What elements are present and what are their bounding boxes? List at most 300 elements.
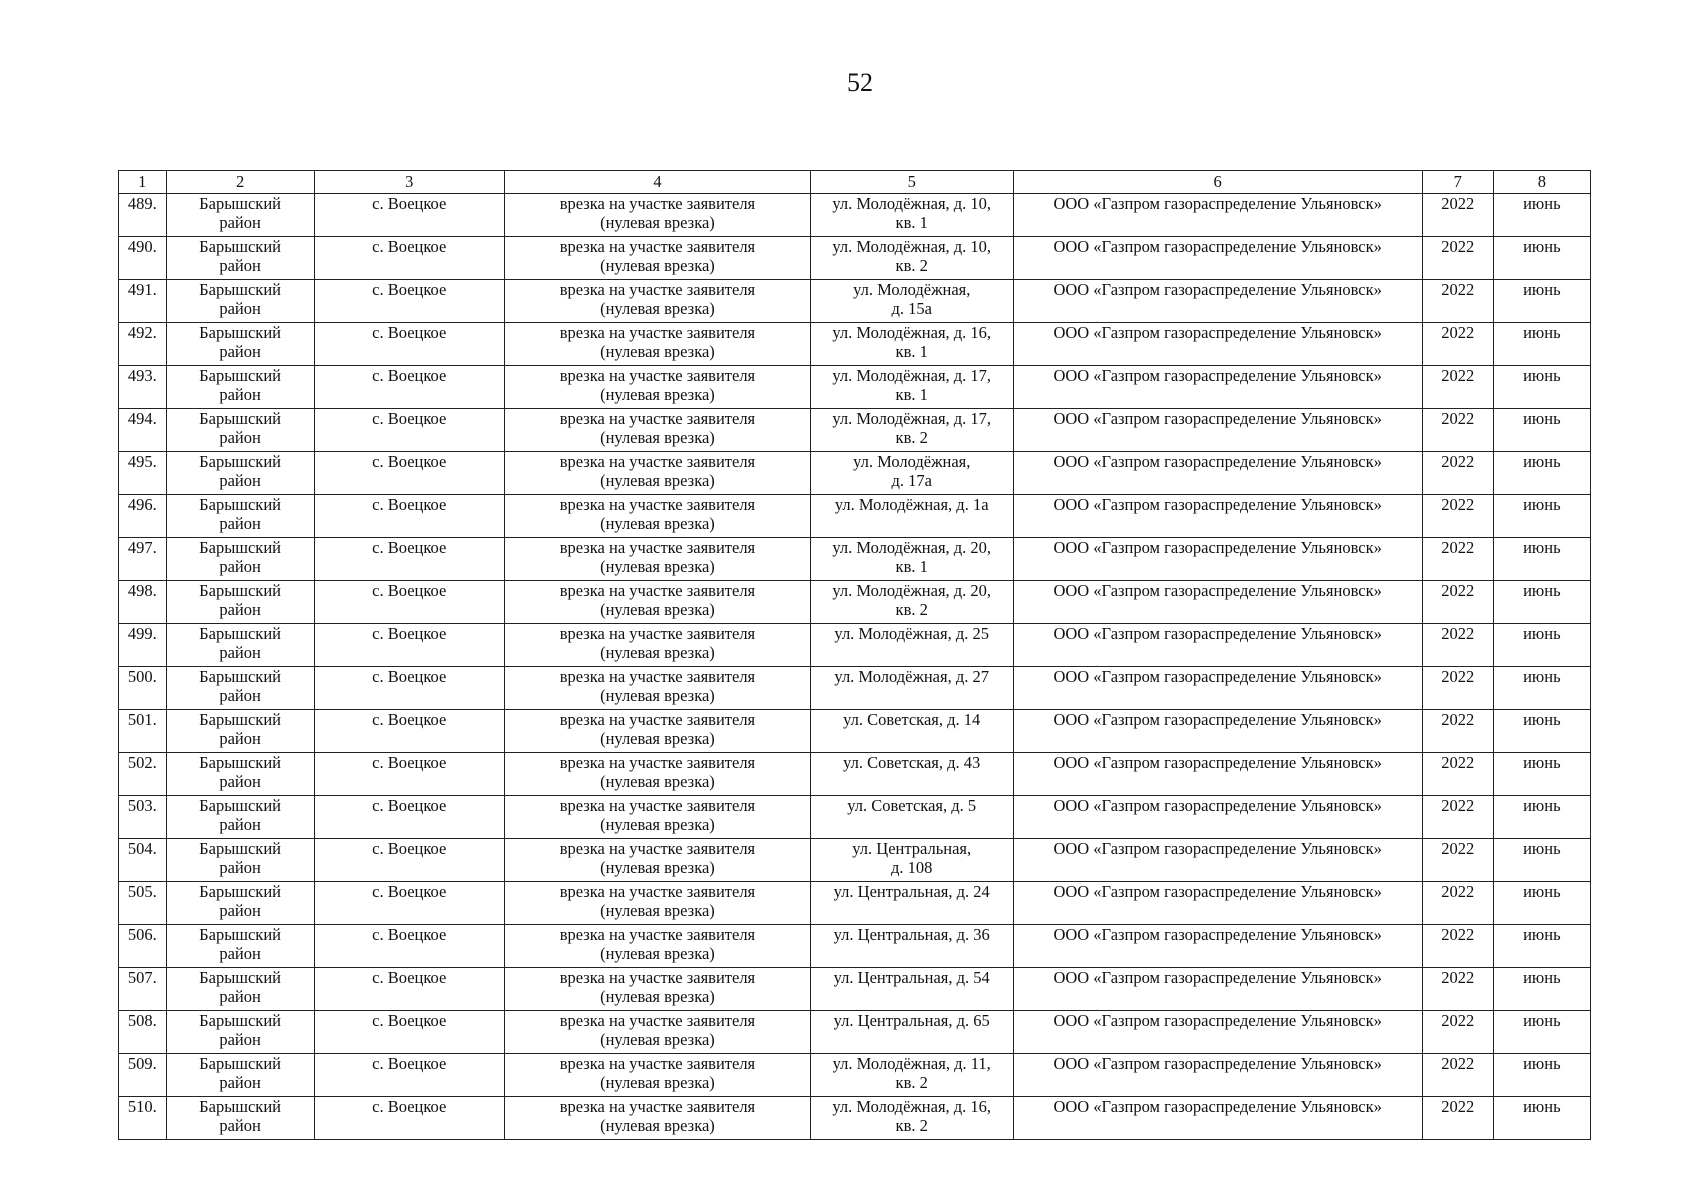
work-cell bbox=[504, 1054, 810, 1097]
district-cell bbox=[166, 796, 314, 839]
address-cell bbox=[810, 366, 1013, 409]
year-cell: 2022 bbox=[1422, 237, 1493, 280]
month-cell: июнь bbox=[1493, 968, 1590, 1011]
settlement-cell: с. Воецкое bbox=[314, 323, 504, 366]
table-row bbox=[119, 237, 1591, 280]
work-cell bbox=[504, 753, 810, 796]
district-line: Барышский bbox=[199, 366, 281, 385]
month-cell: июнь bbox=[1493, 194, 1590, 237]
year-cell: 2022 bbox=[1422, 495, 1493, 538]
address-line: ул. Молодёжная, д. 16, bbox=[832, 1097, 992, 1116]
address-cell bbox=[810, 409, 1013, 452]
month-cell: июнь bbox=[1493, 925, 1590, 968]
month-cell: июнь bbox=[1493, 495, 1590, 538]
year-cell: 2022 bbox=[1422, 667, 1493, 710]
district-line: Барышский bbox=[199, 538, 281, 557]
address-line: ул. Молодёжная, д. 16, bbox=[832, 323, 992, 342]
district-line: Барышский bbox=[199, 796, 281, 815]
work-line: (нулевая врезка) bbox=[600, 213, 715, 232]
work-line: (нулевая врезка) bbox=[600, 987, 715, 1006]
district-cell bbox=[166, 925, 314, 968]
table-row bbox=[119, 925, 1591, 968]
table-row bbox=[119, 796, 1591, 839]
district-line: район bbox=[219, 944, 261, 963]
district-line: район bbox=[219, 729, 261, 748]
row-number: 494. bbox=[119, 409, 167, 452]
table-row bbox=[119, 409, 1591, 452]
work-cell bbox=[504, 495, 810, 538]
year-cell: 2022 bbox=[1422, 538, 1493, 581]
address-cell bbox=[810, 538, 1013, 581]
work-line: (нулевая врезка) bbox=[600, 772, 715, 791]
work-line: врезка на участке заявителя bbox=[559, 452, 756, 471]
work-line: (нулевая врезка) bbox=[600, 1073, 715, 1092]
work-line: (нулевая врезка) bbox=[600, 643, 715, 662]
district-line: район bbox=[219, 643, 261, 662]
table-row bbox=[119, 624, 1591, 667]
settlement-cell: с. Воецкое bbox=[314, 409, 504, 452]
work-line: (нулевая врезка) bbox=[600, 514, 715, 533]
district-line: район bbox=[219, 600, 261, 619]
work-line: врезка на участке заявителя bbox=[559, 409, 756, 428]
district-cell bbox=[166, 1097, 314, 1140]
year-cell: 2022 bbox=[1422, 581, 1493, 624]
address-line: ул. Молодёжная, д. 17, bbox=[832, 366, 992, 385]
work-line: (нулевая врезка) bbox=[600, 557, 715, 576]
address-line: ул. Советская, д. 5 bbox=[847, 796, 977, 815]
row-number: 505. bbox=[119, 882, 167, 925]
work-line: (нулевая врезка) bbox=[600, 385, 715, 404]
month-cell: июнь bbox=[1493, 753, 1590, 796]
district-line: Барышский bbox=[199, 925, 281, 944]
month-cell: июнь bbox=[1493, 1011, 1590, 1054]
work-line: (нулевая врезка) bbox=[600, 299, 715, 318]
settlement-cell: с. Воецкое bbox=[314, 1011, 504, 1054]
organization-cell: ООО «Газпром газораспределение Ульяновск» bbox=[1013, 237, 1422, 280]
settlement-cell: с. Воецкое bbox=[314, 452, 504, 495]
table-row bbox=[119, 1054, 1591, 1097]
district-line: Барышский bbox=[199, 581, 281, 600]
month-cell: июнь bbox=[1493, 323, 1590, 366]
address-line: кв. 1 bbox=[895, 213, 928, 232]
organization-cell: ООО «Газпром газораспределение Ульяновск» bbox=[1013, 280, 1422, 323]
work-cell bbox=[504, 366, 810, 409]
work-line: врезка на участке заявителя bbox=[559, 581, 756, 600]
settlement-cell: с. Воецкое bbox=[314, 280, 504, 323]
month-cell: июнь bbox=[1493, 624, 1590, 667]
settlement-cell: с. Воецкое bbox=[314, 495, 504, 538]
work-cell bbox=[504, 409, 810, 452]
district-cell bbox=[166, 280, 314, 323]
table-row bbox=[119, 366, 1591, 409]
settlement-cell: с. Воецкое bbox=[314, 194, 504, 237]
address-line: кв. 2 bbox=[895, 1073, 928, 1092]
address-cell bbox=[810, 1011, 1013, 1054]
row-number: 496. bbox=[119, 495, 167, 538]
table-row bbox=[119, 839, 1591, 882]
month-cell: июнь bbox=[1493, 839, 1590, 882]
address-line: ул. Молодёжная, д. 20, bbox=[832, 538, 992, 557]
table-row bbox=[119, 968, 1591, 1011]
work-line: врезка на участке заявителя bbox=[559, 280, 756, 299]
district-line: Барышский bbox=[199, 237, 281, 256]
district-cell bbox=[166, 624, 314, 667]
district-line: район bbox=[219, 815, 261, 834]
address-cell bbox=[810, 581, 1013, 624]
year-cell: 2022 bbox=[1422, 280, 1493, 323]
table-row bbox=[119, 452, 1591, 495]
work-cell bbox=[504, 839, 810, 882]
table-row bbox=[119, 882, 1591, 925]
table-row bbox=[119, 753, 1591, 796]
column-header: 3 bbox=[314, 171, 504, 194]
district-line: район bbox=[219, 342, 261, 361]
work-cell bbox=[504, 667, 810, 710]
row-number: 501. bbox=[119, 710, 167, 753]
work-cell bbox=[504, 194, 810, 237]
row-number: 508. bbox=[119, 1011, 167, 1054]
work-line: (нулевая врезка) bbox=[600, 471, 715, 490]
settlement-cell: с. Воецкое bbox=[314, 366, 504, 409]
table-row bbox=[119, 581, 1591, 624]
column-header: 4 bbox=[504, 171, 810, 194]
work-line: (нулевая врезка) bbox=[600, 729, 715, 748]
row-number: 495. bbox=[119, 452, 167, 495]
work-cell bbox=[504, 796, 810, 839]
district-line: Барышский bbox=[199, 667, 281, 686]
settlement-cell: с. Воецкое bbox=[314, 839, 504, 882]
work-cell bbox=[504, 581, 810, 624]
district-line: район bbox=[219, 256, 261, 275]
work-line: врезка на участке заявителя bbox=[559, 323, 756, 342]
row-number: 497. bbox=[119, 538, 167, 581]
district-cell bbox=[166, 538, 314, 581]
work-line: врезка на участке заявителя bbox=[559, 495, 756, 514]
district-cell bbox=[166, 237, 314, 280]
table-row bbox=[119, 538, 1591, 581]
address-line: ул. Молодёжная, д. 10, bbox=[832, 194, 992, 213]
year-cell: 2022 bbox=[1422, 624, 1493, 667]
district-line: Барышский bbox=[199, 280, 281, 299]
organization-cell: ООО «Газпром газораспределение Ульяновск» bbox=[1013, 839, 1422, 882]
address-line: ул. Центральная, д. 24 bbox=[833, 882, 990, 901]
work-line: (нулевая врезка) bbox=[600, 944, 715, 963]
address-line: ул. Молодёжная, д. 11, bbox=[832, 1054, 991, 1073]
address-line: ул. Советская, д. 43 bbox=[843, 753, 981, 772]
year-cell: 2022 bbox=[1422, 753, 1493, 796]
organization-cell: ООО «Газпром газораспределение Ульяновск» bbox=[1013, 796, 1422, 839]
row-number: 492. bbox=[119, 323, 167, 366]
work-line: (нулевая врезка) bbox=[600, 901, 715, 920]
month-cell: июнь bbox=[1493, 710, 1590, 753]
table-row bbox=[119, 495, 1591, 538]
district-line: Барышский bbox=[199, 1011, 281, 1030]
organization-cell: ООО «Газпром газораспределение Ульяновск» bbox=[1013, 1097, 1422, 1140]
organization-cell: ООО «Газпром газораспределение Ульяновск» bbox=[1013, 194, 1422, 237]
work-line: врезка на участке заявителя bbox=[559, 796, 756, 815]
address-cell bbox=[810, 452, 1013, 495]
district-line: район bbox=[219, 772, 261, 791]
column-header: 5 bbox=[810, 171, 1013, 194]
year-cell: 2022 bbox=[1422, 366, 1493, 409]
district-cell bbox=[166, 452, 314, 495]
district-line: Барышский bbox=[199, 710, 281, 729]
row-number: 503. bbox=[119, 796, 167, 839]
table-row bbox=[119, 323, 1591, 366]
month-cell: июнь bbox=[1493, 667, 1590, 710]
work-cell bbox=[504, 882, 810, 925]
settlement-cell: с. Воецкое bbox=[314, 753, 504, 796]
address-line: д. 108 bbox=[891, 858, 933, 877]
settlement-cell: с. Воецкое bbox=[314, 237, 504, 280]
table-body bbox=[119, 194, 1591, 1140]
year-cell: 2022 bbox=[1422, 925, 1493, 968]
district-line: район bbox=[219, 385, 261, 404]
work-line: (нулевая врезка) bbox=[600, 858, 715, 877]
month-cell: июнь bbox=[1493, 237, 1590, 280]
organization-cell: ООО «Газпром газораспределение Ульяновск» bbox=[1013, 624, 1422, 667]
address-cell bbox=[810, 882, 1013, 925]
district-cell bbox=[166, 366, 314, 409]
address-cell bbox=[810, 323, 1013, 366]
column-header: 2 bbox=[166, 171, 314, 194]
district-line: район bbox=[219, 858, 261, 877]
month-cell: июнь bbox=[1493, 280, 1590, 323]
year-cell: 2022 bbox=[1422, 1097, 1493, 1140]
address-line: кв. 2 bbox=[895, 256, 928, 275]
district-line: Барышский bbox=[199, 753, 281, 772]
settlement-cell: с. Воецкое bbox=[314, 882, 504, 925]
organization-cell: ООО «Газпром газораспределение Ульяновск» bbox=[1013, 323, 1422, 366]
column-header: 8 bbox=[1493, 171, 1590, 194]
organization-cell: ООО «Газпром газораспределение Ульяновск» bbox=[1013, 667, 1422, 710]
district-cell bbox=[166, 194, 314, 237]
district-cell bbox=[166, 710, 314, 753]
address-cell bbox=[810, 839, 1013, 882]
work-cell bbox=[504, 237, 810, 280]
district-cell bbox=[166, 1011, 314, 1054]
work-cell bbox=[504, 624, 810, 667]
address-line: ул. Центральная, д. 36 bbox=[833, 925, 990, 944]
work-line: (нулевая врезка) bbox=[600, 342, 715, 361]
work-line: (нулевая врезка) bbox=[600, 686, 715, 705]
district-line: район bbox=[219, 299, 261, 318]
settlement-cell: с. Воецкое bbox=[314, 1097, 504, 1140]
district-line: район bbox=[219, 1073, 261, 1092]
district-line: Барышский bbox=[199, 1097, 281, 1116]
organization-cell: ООО «Газпром газораспределение Ульяновск» bbox=[1013, 495, 1422, 538]
district-line: Барышский bbox=[199, 194, 281, 213]
address-cell bbox=[810, 925, 1013, 968]
address-cell bbox=[810, 194, 1013, 237]
organization-cell: ООО «Газпром газораспределение Ульяновск» bbox=[1013, 1011, 1422, 1054]
address-line: ул. Центральная, д. 65 bbox=[833, 1011, 990, 1030]
organization-cell: ООО «Газпром газораспределение Ульяновск» bbox=[1013, 409, 1422, 452]
organization-cell: ООО «Газпром газораспределение Ульяновск» bbox=[1013, 452, 1422, 495]
row-number: 509. bbox=[119, 1054, 167, 1097]
organization-cell: ООО «Газпром газораспределение Ульяновск» bbox=[1013, 538, 1422, 581]
month-cell: июнь bbox=[1493, 452, 1590, 495]
row-number: 490. bbox=[119, 237, 167, 280]
district-line: Барышский bbox=[199, 323, 281, 342]
address-line: д. 17а bbox=[891, 471, 932, 490]
settlement-cell: с. Воецкое bbox=[314, 968, 504, 1011]
table-row bbox=[119, 194, 1591, 237]
address-line: ул. Молодёжная, д. 17, bbox=[832, 409, 992, 428]
organization-cell: ООО «Газпром газораспределение Ульяновск» bbox=[1013, 581, 1422, 624]
month-cell: июнь bbox=[1493, 366, 1590, 409]
district-line: Барышский bbox=[199, 839, 281, 858]
address-cell bbox=[810, 624, 1013, 667]
district-line: Барышский bbox=[199, 452, 281, 471]
settlement-cell: с. Воецкое bbox=[314, 710, 504, 753]
district-cell bbox=[166, 495, 314, 538]
work-line: (нулевая врезка) bbox=[600, 600, 715, 619]
work-line: врезка на участке заявителя bbox=[559, 968, 756, 987]
work-cell bbox=[504, 538, 810, 581]
address-cell bbox=[810, 237, 1013, 280]
work-line: врезка на участке заявителя bbox=[559, 710, 756, 729]
district-cell bbox=[166, 409, 314, 452]
work-cell bbox=[504, 925, 810, 968]
district-cell bbox=[166, 839, 314, 882]
district-cell bbox=[166, 753, 314, 796]
work-line: (нулевая врезка) bbox=[600, 815, 715, 834]
table-row bbox=[119, 1097, 1591, 1140]
address-line: ул. Молодёжная, bbox=[853, 280, 971, 299]
organization-cell: ООО «Газпром газораспределение Ульяновск» bbox=[1013, 1054, 1422, 1097]
district-line: Барышский bbox=[199, 1054, 281, 1073]
district-line: район bbox=[219, 428, 261, 447]
data-table bbox=[118, 170, 1591, 1140]
district-line: Барышский bbox=[199, 624, 281, 643]
settlement-cell: с. Воецкое bbox=[314, 581, 504, 624]
address-line: ул. Молодёжная, д. 27 bbox=[834, 667, 989, 686]
work-cell bbox=[504, 452, 810, 495]
organization-cell: ООО «Газпром газораспределение Ульяновск» bbox=[1013, 710, 1422, 753]
district-line: район bbox=[219, 1030, 261, 1049]
district-line: Барышский bbox=[199, 409, 281, 428]
year-cell: 2022 bbox=[1422, 1011, 1493, 1054]
organization-cell: ООО «Газпром газораспределение Ульяновск» bbox=[1013, 366, 1422, 409]
district-line: район bbox=[219, 213, 261, 232]
address-line: д. 15а bbox=[891, 299, 932, 318]
header-row bbox=[119, 171, 1591, 194]
settlement-cell: с. Воецкое bbox=[314, 624, 504, 667]
month-cell: июнь bbox=[1493, 796, 1590, 839]
work-cell bbox=[504, 1011, 810, 1054]
address-cell bbox=[810, 753, 1013, 796]
work-line: врезка на участке заявителя bbox=[559, 925, 756, 944]
address-line: ул. Молодёжная, д. 20, bbox=[832, 581, 992, 600]
work-line: врезка на участке заявителя bbox=[559, 538, 756, 557]
address-line: ул. Центральная, д. 54 bbox=[833, 968, 990, 987]
work-line: (нулевая врезка) bbox=[600, 428, 715, 447]
address-cell bbox=[810, 1097, 1013, 1140]
address-line: кв. 1 bbox=[895, 557, 928, 576]
year-cell: 2022 bbox=[1422, 194, 1493, 237]
month-cell: июнь bbox=[1493, 409, 1590, 452]
address-line: кв. 2 bbox=[895, 428, 928, 447]
work-line: врезка на участке заявителя bbox=[559, 237, 756, 256]
address-cell bbox=[810, 495, 1013, 538]
month-cell: июнь bbox=[1493, 1054, 1590, 1097]
table-row bbox=[119, 1011, 1591, 1054]
row-number: 502. bbox=[119, 753, 167, 796]
table-row bbox=[119, 280, 1591, 323]
district-line: район bbox=[219, 514, 261, 533]
work-line: врезка на участке заявителя bbox=[559, 1011, 756, 1030]
district-line: район bbox=[219, 901, 261, 920]
address-line: кв. 2 bbox=[895, 1116, 928, 1135]
address-cell bbox=[810, 280, 1013, 323]
work-line: врезка на участке заявителя bbox=[559, 1054, 756, 1073]
address-line: ул. Молодёжная, bbox=[853, 452, 971, 471]
row-number: 499. bbox=[119, 624, 167, 667]
district-line: Барышский bbox=[199, 968, 281, 987]
organization-cell: ООО «Газпром газораспределение Ульяновск» bbox=[1013, 968, 1422, 1011]
month-cell: июнь bbox=[1493, 538, 1590, 581]
year-cell: 2022 bbox=[1422, 323, 1493, 366]
work-line: (нулевая врезка) bbox=[600, 256, 715, 275]
work-line: врезка на участке заявителя bbox=[559, 882, 756, 901]
settlement-cell: с. Воецкое bbox=[314, 925, 504, 968]
address-cell bbox=[810, 667, 1013, 710]
address-line: ул. Центральная, bbox=[852, 839, 972, 858]
settlement-cell: с. Воецкое bbox=[314, 667, 504, 710]
organization-cell: ООО «Газпром газораспределение Ульяновск» bbox=[1013, 925, 1422, 968]
year-cell: 2022 bbox=[1422, 796, 1493, 839]
row-number: 507. bbox=[119, 968, 167, 1011]
year-cell: 2022 bbox=[1422, 968, 1493, 1011]
district-line: район bbox=[219, 987, 261, 1006]
year-cell: 2022 bbox=[1422, 839, 1493, 882]
district-cell bbox=[166, 1054, 314, 1097]
page-number: 52 bbox=[847, 68, 873, 97]
organization-cell: ООО «Газпром газораспределение Ульяновск» bbox=[1013, 753, 1422, 796]
work-line: врезка на участке заявителя bbox=[559, 839, 756, 858]
district-line: район bbox=[219, 471, 261, 490]
month-cell: июнь bbox=[1493, 882, 1590, 925]
column-header: 1 bbox=[119, 171, 167, 194]
month-cell: июнь bbox=[1493, 581, 1590, 624]
address-line: кв. 1 bbox=[895, 342, 928, 361]
settlement-cell: с. Воецкое bbox=[314, 1054, 504, 1097]
address-cell bbox=[810, 1054, 1013, 1097]
district-line: Барышский bbox=[199, 882, 281, 901]
district-cell bbox=[166, 882, 314, 925]
year-cell: 2022 bbox=[1422, 882, 1493, 925]
work-cell bbox=[504, 1097, 810, 1140]
work-cell bbox=[504, 280, 810, 323]
row-number: 491. bbox=[119, 280, 167, 323]
table-row bbox=[119, 667, 1591, 710]
district-line: Барышский bbox=[199, 495, 281, 514]
row-number: 489. bbox=[119, 194, 167, 237]
district-cell bbox=[166, 323, 314, 366]
column-header: 7 bbox=[1422, 171, 1493, 194]
month-cell: июнь bbox=[1493, 1097, 1590, 1140]
year-cell: 2022 bbox=[1422, 452, 1493, 495]
work-line: врезка на участке заявителя bbox=[559, 366, 756, 385]
row-number: 506. bbox=[119, 925, 167, 968]
settlement-cell: с. Воецкое bbox=[314, 796, 504, 839]
district-cell bbox=[166, 968, 314, 1011]
row-number: 500. bbox=[119, 667, 167, 710]
work-line: (нулевая врезка) bbox=[600, 1030, 715, 1049]
district-cell bbox=[166, 581, 314, 624]
district-line: район bbox=[219, 557, 261, 576]
